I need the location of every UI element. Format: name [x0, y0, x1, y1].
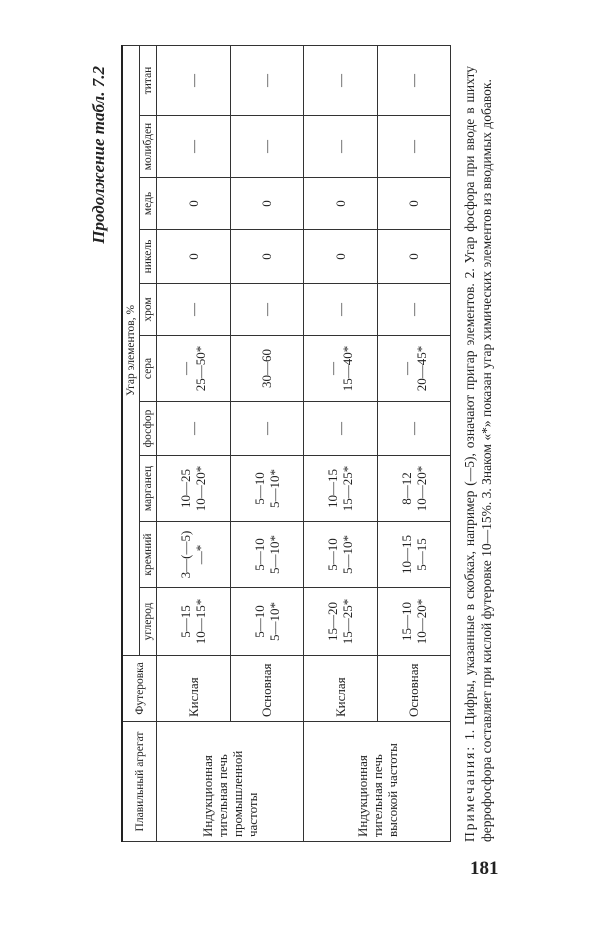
value-cell: —	[157, 45, 231, 115]
value-cell: 10—15 15—25*	[304, 456, 378, 522]
table-row	[304, 45, 378, 841]
lining-cell: Кислая	[157, 656, 231, 722]
furnace-cell: Индукционная тигельная печь промышленной частоты	[157, 722, 304, 842]
header-element-7: медь	[140, 178, 157, 230]
value-cell: 5—15 10—15*	[157, 588, 231, 656]
value-cell: 10—15 5—15	[377, 522, 451, 588]
lining-cell: Основная	[230, 656, 304, 722]
value-cell: 0	[157, 178, 231, 230]
value-cell: 10—25 10—20*	[157, 456, 231, 522]
value-cell: —	[157, 402, 231, 456]
lining-cell: Кислая	[304, 656, 378, 722]
header-element-9: титан	[140, 45, 157, 115]
value-cell: —	[377, 116, 451, 178]
notes-text: 1. Цифры, указанные в скобках, например (—5), означают пригар элементов. 2. Угар фосфора при вводе в шихту феррофосфора составляет при кислой футеровке 10—15%. 3. Знаком «*» показан угар химических элементов из вводимых добавок.	[462, 66, 494, 842]
burnoff-table	[121, 45, 451, 842]
value-cell: —	[230, 45, 304, 115]
value-cell: —	[377, 45, 451, 115]
header-burnoff-group: Угар элементов, %	[122, 45, 140, 655]
table-caption: Продолжение табл. 7.2	[89, 66, 108, 244]
header-element-2: марганец	[140, 456, 157, 522]
value-cell: 0	[157, 230, 231, 284]
value-cell: —	[230, 284, 304, 336]
value-cell: 0	[304, 230, 378, 284]
notes-lead: Примечания:	[462, 744, 477, 842]
value-cell: —	[304, 284, 378, 336]
page-number: 181	[470, 858, 499, 879]
value-cell: 0	[304, 178, 378, 230]
value-cell: —	[304, 402, 378, 456]
value-cell: —	[230, 116, 304, 178]
value-cell: 3—(—5) —*	[157, 522, 231, 588]
value-cell: —	[304, 45, 378, 115]
header-element-8: молибден	[140, 116, 157, 178]
value-cell: 5—10 5—10*	[230, 456, 304, 522]
header-element-5: хром	[140, 284, 157, 336]
notes	[461, 66, 495, 842]
value-cell: —	[157, 116, 231, 178]
value-cell: 0	[230, 230, 304, 284]
header-lining: Футеровка	[122, 656, 157, 722]
value-cell: 0	[230, 178, 304, 230]
value-cell: — 20—45*	[377, 336, 451, 402]
value-cell: 0	[377, 178, 451, 230]
value-cell: — 15—40*	[304, 336, 378, 402]
header-element-1: кремний	[140, 522, 157, 588]
value-cell: —	[230, 402, 304, 456]
value-cell: —	[304, 116, 378, 178]
value-cell: 15—10 10—20*	[377, 588, 451, 656]
value-cell: 30—60	[230, 336, 304, 402]
value-cell: — 25—50*	[157, 336, 231, 402]
rotated-page	[75, 58, 535, 848]
value-cell: 5—10 5—10*	[230, 588, 304, 656]
lining-cell: Основная	[377, 656, 451, 722]
header-element-6: никель	[140, 230, 157, 284]
furnace-cell: Индукционная тигельная печь высокой частоты	[304, 722, 451, 842]
header-element-0: углерод	[140, 588, 157, 656]
value-cell: —	[377, 284, 451, 336]
header-element-3: фосфор	[140, 402, 157, 456]
value-cell: 5—10 5—10*	[304, 522, 378, 588]
value-cell: 15—20 15—25*	[304, 588, 378, 656]
value-cell: —	[377, 402, 451, 456]
value-cell: —	[157, 284, 231, 336]
value-cell: 8—12 10—20*	[377, 456, 451, 522]
header-furnace: Плавильный агрегат	[122, 722, 157, 842]
table-row	[157, 45, 231, 841]
header-element-4: сера	[140, 336, 157, 402]
value-cell: 0	[377, 230, 451, 284]
value-cell: 5—10 5—10*	[230, 522, 304, 588]
